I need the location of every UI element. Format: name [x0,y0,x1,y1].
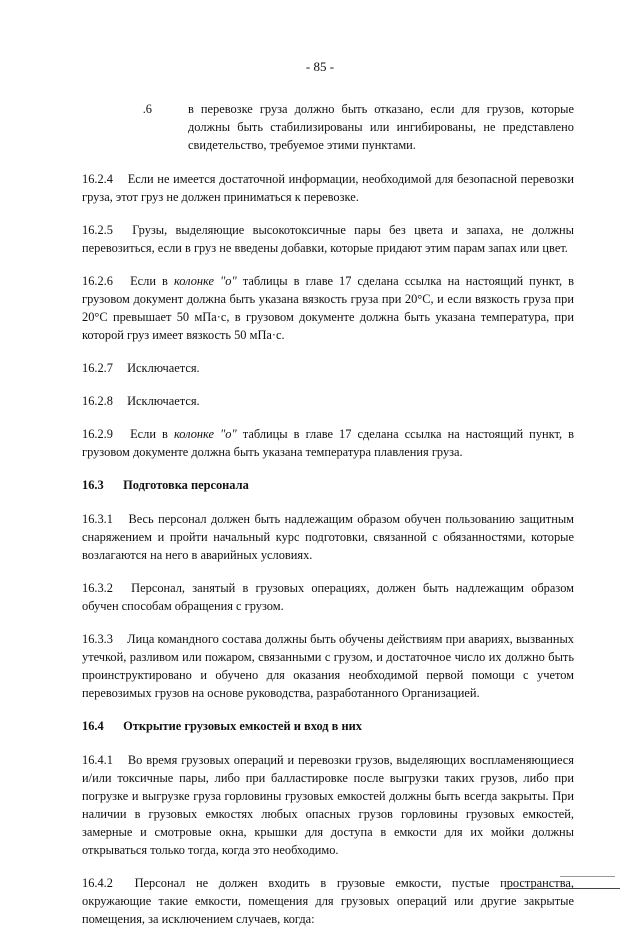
paragraph-16-2-6 [82,272,574,344]
paragraph-16-4-2 [82,874,574,928]
paragraph-16-2-9 [82,425,574,461]
section-heading-16-4 [82,717,574,735]
column-reference: колонке "o" [173,427,237,441]
paragraph-text: Грузы, выделяющие высокотоксичные пары без цвета и запаха, не должны перевозиться, если в груз не введены добавки, которые придают этим парам запах или цвет. [82,223,574,255]
paragraph-number: 16.2.6 [82,274,113,288]
paragraph-text: Исключается. [127,394,200,408]
paragraph-text-post: таблицы в главе 17 сделана ссылка на настоящий пункт, в грузовом документе должна быть указана температура плавления груза. [82,427,574,459]
paragraph-number: 16.2.7 [82,361,113,375]
paragraph-16-3-3 [82,630,574,702]
paragraph-number: 16.3.3 [82,632,113,646]
paragraph-16-4-1 [82,751,574,859]
paragraph-text: Во время грузовых операций и перевозки грузов, выделяющих воспламеняющиеся и/или токсичные пары, либо при балластировке после выгрузки таких грузов, либо при погрузке и выгрузке груза горловины грузовых емкостей должны быть всегда закрыты. При наличии в грузовых емкостях любых опасных грузов горловины грузовых емкостей, замерные и смотровые окна, крышки для доступа в емкости для их мойки должны открываться только тогда, когда это необходимо. [82,753,574,857]
paragraph-number: 16.3.1 [82,512,113,526]
sub-item-number: .6 [142,102,152,116]
paragraph-16-2-4 [82,170,574,206]
paragraph-text: Лица командного состава должны быть обучены действиям при авариях, вызванных утечкой, разливом или пожаром, связанными с грузом, и достаточное число их должно быть проинструктировано и обучено для оказания необходимой первой помощи с учетом перевозимых грузов на основе руководства, разработанного Организацией. [82,632,574,700]
paragraph-text: Персонал, занятый в грузовых операциях, должен быть надлежащим образом обучен способам обращения с грузом. [82,581,574,613]
paragraph-number: 16.2.5 [82,223,113,237]
paragraph-16-2-7 [82,359,574,377]
document-body [82,100,574,943]
paragraph-16-3-2 [82,579,574,615]
paragraph-number: 16.4.1 [82,753,113,767]
paragraph-text: Весь персонал должен быть надлежащим образом обучен пользованию защитным снаряжением и пройти начальный курс подготовки, связанной с обязанностями, которые возлагаются на него в аварийных условиях. [82,512,574,562]
page-number: - 85 - [305,59,335,74]
paragraph-text-post: таблицы в главе 17 сделана ссылка на настоящий пункт, в грузовом документ должна быть указана вязкость груза при 20°С, и если вязкость груза при 20°С превышает 50 мПа·с, в грузовом документе должна быть указана температура, при которой груз имеет вязкость 50 мПа·с. [82,274,574,342]
column-reference: колонке "o" [173,274,237,288]
section-number: 16.3 [82,478,104,492]
footer-divider-short [560,876,615,877]
paragraph-16-2-8 [82,392,574,410]
paragraph-number: 16.2.9 [82,427,113,441]
paragraph-number: 16.4.2 [82,876,113,890]
paragraph-number: 16.3.2 [82,581,113,595]
paragraph-text-pre: Если в [130,427,174,441]
section-heading-16-3 [82,476,574,494]
section-title: Открытие грузовых емкостей и вход в них [123,719,362,733]
paragraph-number: 16.2.8 [82,394,113,408]
paragraph-text: Если не имеется достаточной информации, необходимой для безопасной перевозки груза, этот груз не должен приниматься к перевозке. [82,172,574,204]
paragraph-number: 16.2.4 [82,172,113,186]
sub-item-6 [82,100,574,154]
paragraph-text: Персонал не должен входить в грузовые емкости, пустые пространства, окружающие такие емкости, помещения для грузовых операций или другие закрытые помещения, за исключением случаев, когда: [82,876,574,926]
sub-item-text: в перевозке груза должно быть отказано, если для грузов, которые должны быть стабилизированы или ингибированы, не представлено свидетельство, требуемое этими пунктами. [188,102,574,152]
paragraph-16-3-1 [82,510,574,564]
paragraph-text-pre: Если в [130,274,174,288]
paragraph-16-2-5 [82,221,574,257]
section-number: 16.4 [82,719,104,733]
section-title: Подготовка персонала [123,478,249,492]
footer-divider [505,888,620,889]
paragraph-text: Исключается. [127,361,200,375]
